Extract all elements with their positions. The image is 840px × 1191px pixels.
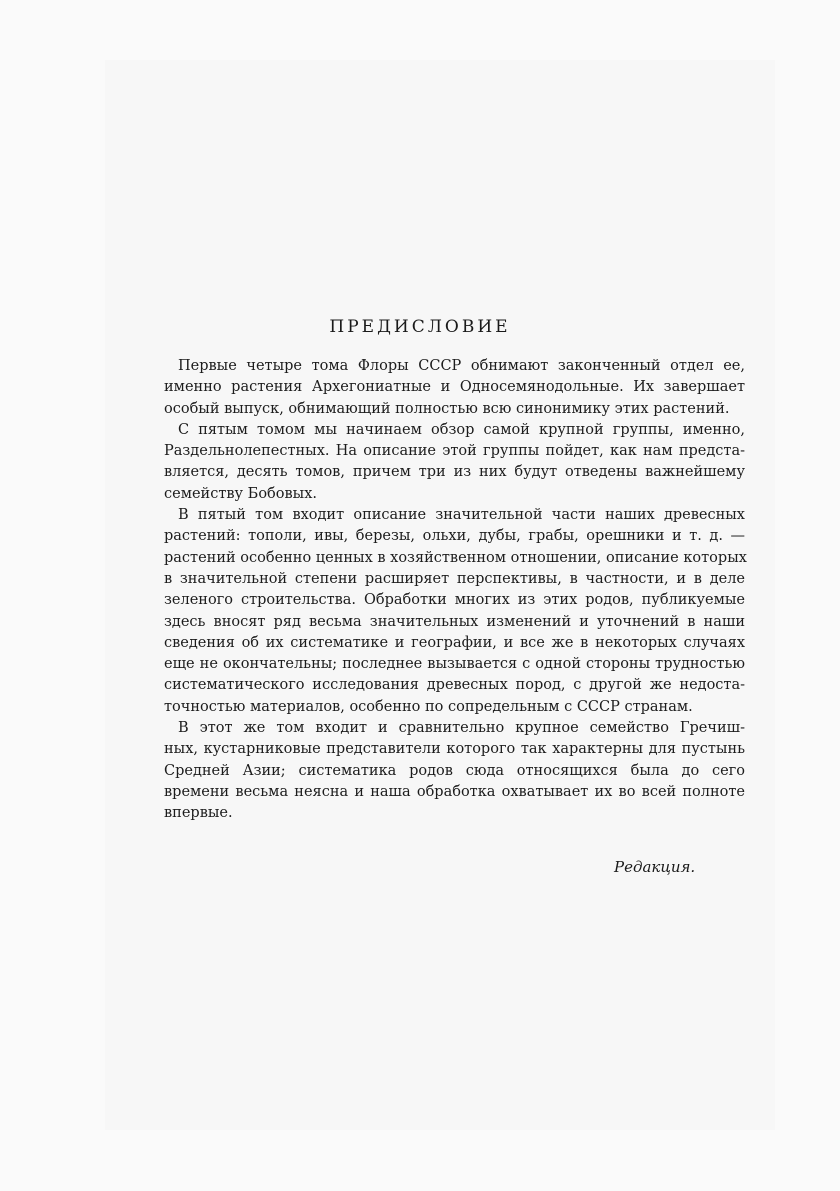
- text-line: семейству Бобовых.: [164, 485, 318, 502]
- text-line: впервые.: [164, 805, 233, 822]
- text-line: ных, кустарниковые представители которого так характерны для пустынь: [164, 741, 745, 758]
- text-line: В пятый том входит описание значительной части наших древесных: [178, 507, 745, 524]
- text-line: растений: тополи, ивы, березы, ольхи, дубы, грабы, орешники и т. д. —: [164, 528, 745, 545]
- text-line: вляется, десять томов, причем три из них будут отведены важнейшему: [164, 464, 745, 481]
- text-line: растений особенно ценных в хозяйственном отношении, описание которых: [164, 549, 747, 566]
- text-line: зеленого строительства. Обработки многих из этих родов, публикуемые: [164, 592, 745, 609]
- text-line: Средней Азии; систематика родов сюда относящихся была до сего: [164, 762, 745, 779]
- text-line: еще не окончательны; последнее вызывается с одной стороны трудностью: [164, 656, 745, 673]
- preface-body: [164, 356, 745, 825]
- text-line: времени весьма неясна и наша обработка охватывает их во всей полноте: [164, 783, 745, 800]
- text-line: систематического исследования древесных пород, с другой же недоста-: [164, 677, 745, 694]
- text-line: сведения об их систематике и географии, и все же в некоторых случаях: [164, 634, 745, 651]
- text-line: точностью материалов, особенно по сопредельным с СССР странам.: [164, 698, 693, 715]
- page-title: ПРЕДИСЛОВИЕ: [329, 317, 511, 337]
- text-line: Раздельнолепестных. На описание этой группы пойдет, как нам предста-: [164, 443, 745, 460]
- text-line: в значительной степени расширяет перспективы, в частности, и в деле: [164, 570, 745, 587]
- text-line: В этот же том входит и сравнительно крупное семейство Гречиш-: [178, 720, 745, 737]
- text-line: именно растения Архегониатные и Односемянодольные. Их завершает: [164, 379, 745, 396]
- signature: Редакция.: [614, 858, 696, 876]
- text-line: С пятым томом мы начинаем обзор самой крупной группы, именно,: [178, 421, 745, 438]
- text-line: здесь вносят ряд весьма значительных изменений и уточнений в наши: [164, 613, 745, 630]
- text-line: особый выпуск, обнимающий полностью всю синонимику этих растений.: [164, 400, 730, 417]
- text-line: Первые четыре тома Флоры СССР обнимают законченный отдел ее,: [178, 358, 745, 374]
